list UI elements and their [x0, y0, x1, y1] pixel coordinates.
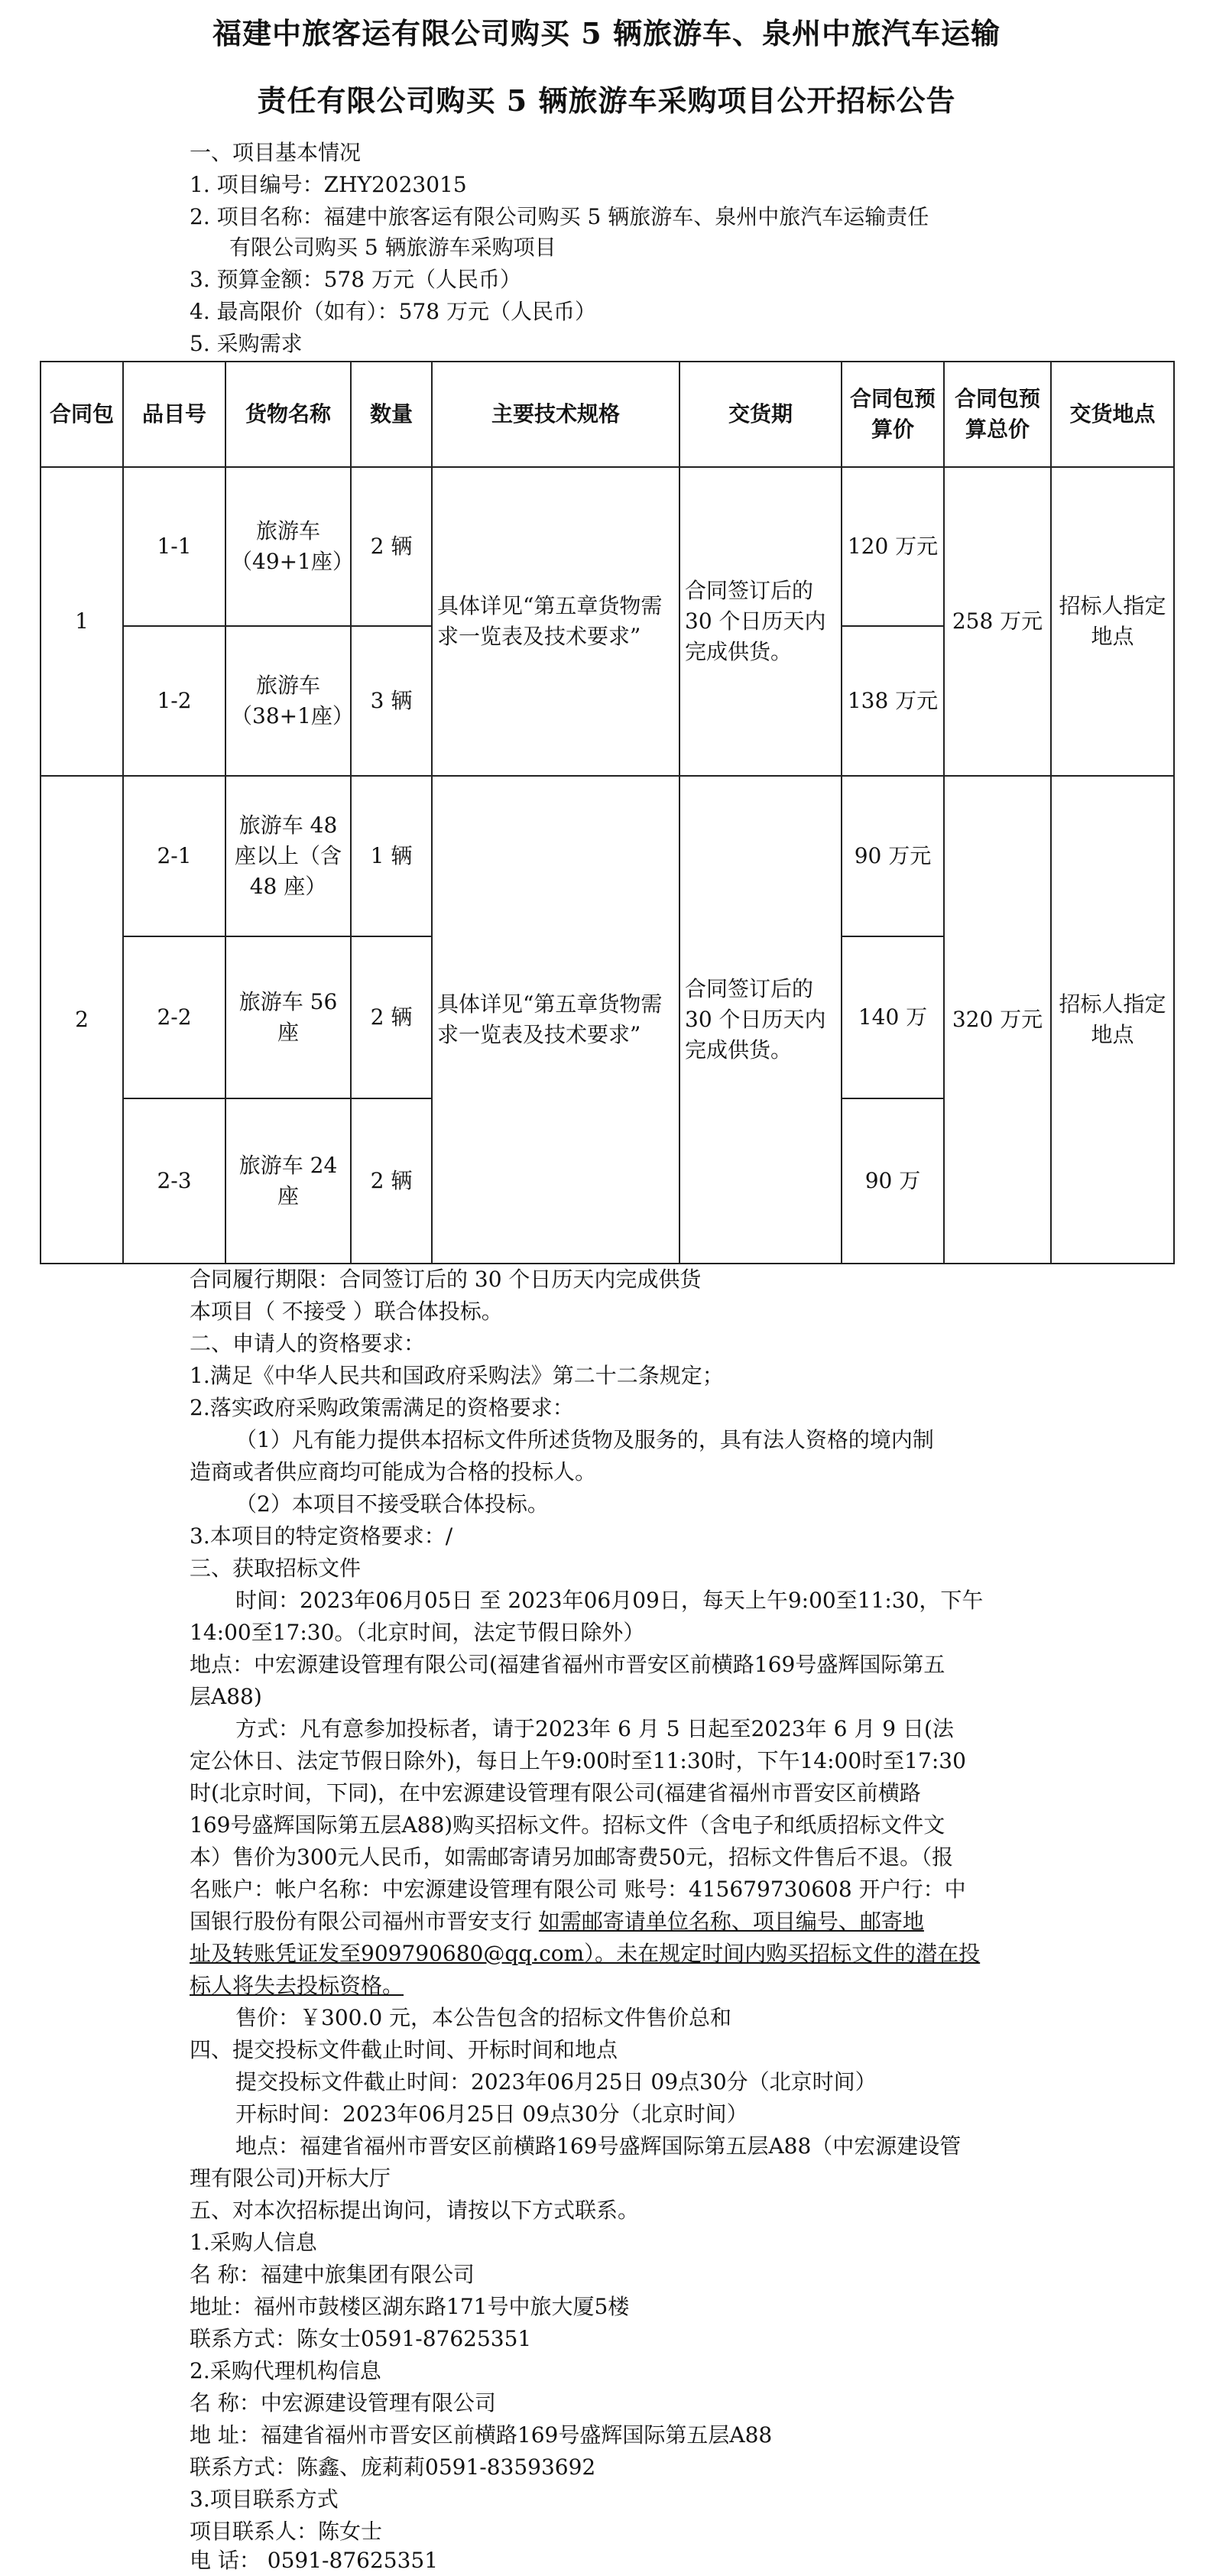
purchaser-heading: 1.采购人信息 [190, 2230, 317, 2255]
opening-time: 开标时间：2023年06月25日 09点30分（北京时间） [235, 2101, 748, 2127]
agency-name: 名 称：中宏源建设管理有限公司 [190, 2390, 496, 2415]
cell-package-budget: 90 万 [842, 1098, 944, 1264]
section1-heading: 一、项目基本情况 [190, 140, 362, 165]
cell-package-budget: 140 万 [842, 936, 944, 1098]
cell-package-total: 320 万元 [944, 776, 1051, 1264]
cell-quantity: 2 辆 [351, 936, 432, 1098]
th-goods-name: 货物名称 [225, 362, 351, 467]
submission-deadline: 提交投标文件截止时间：2023年06月25日 09点30分（北京时间） [235, 2069, 877, 2094]
document-price: 售价：￥300.0 元，本公告包含的招标文件售价总和 [235, 2005, 732, 2030]
procurement-table [40, 361, 1175, 1264]
opening-place-cont: 理有限公司)开标大厅 [190, 2166, 391, 2191]
project-contact-heading: 3.项目联系方式 [190, 2487, 339, 2512]
page-title-line2: 责任有限公司购买 5 辆旅游车采购项目公开招标公告 [257, 83, 956, 118]
qualification-1: 1.满足《中华人民共和国政府采购法》第二十二条规定； [190, 1363, 724, 1388]
obtain-time: 时间：2023年06月05日 至 2023年06月09日，每天上午9:00至11:30，下午 [235, 1588, 984, 1613]
project-number: 1. 项目编号：ZHY2023015 [190, 172, 467, 197]
cell-item-no: 1-1 [123, 467, 225, 626]
agency-address: 地 址：福建省福州市晋安区前横路169号盛辉国际第五层A88 [190, 2422, 773, 2448]
section2-heading: 二、申请人的资格要求： [190, 1331, 426, 1356]
obtain-method-5: 本）售价为300元人民币，如需邮寄请另加邮寄费50元，招标文件售后不退。（报 [190, 1844, 954, 1870]
project-phone: 电 话： 0591-87625351 [190, 2548, 439, 2573]
project-contact-person: 项目联系人：陈女士 [190, 2519, 383, 2544]
section3-heading: 三、获取招标文件 [190, 1556, 362, 1581]
cell-spec: 具体详见“第五章货物需求一览表及技术要求” [432, 776, 679, 1264]
cell-package-budget: 90 万元 [842, 776, 944, 936]
contract-period: 合同履行期限：合同签订后的 30 个日历天内完成供货 [190, 1267, 702, 1292]
opening-place: 地点：福建省福州市晋安区前横路169号盛辉国际第五层A88（中宏源建设管 [235, 2133, 962, 2159]
cell-goods-name: 旅游车（49+1座） [225, 467, 351, 626]
cell-quantity: 2 辆 [351, 467, 432, 626]
qualification-2: 2.落实政府采购政策需满足的资格要求： [190, 1395, 574, 1420]
budget-amount: 3. 预算金额：578 万元（人民币） [190, 267, 521, 292]
cell-delivery-place: 招标人指定地点 [1051, 467, 1174, 776]
cell-quantity: 2 辆 [351, 1098, 432, 1264]
cell-item-no: 2-1 [123, 776, 225, 936]
cell-package: 2 [41, 776, 123, 1264]
obtain-place: 地点：中宏源建设管理有限公司(福建省福州市晋安区前横路169号盛辉国际第五 [190, 1652, 945, 1677]
qualification-2a-cont: 造商或者供应商均可能成为合格的投标人。 [190, 1459, 597, 1484]
section5-heading: 五、对本次招标提出询问，请按以下方式联系。 [190, 2198, 640, 2223]
cell-goods-name: 旅游车 48 座以上（含 48 座） [225, 776, 351, 936]
obtain-place-cont: 层A88) [190, 1684, 262, 1709]
project-name-cont: 有限公司购买 5 辆旅游车采购项目 [229, 235, 556, 260]
cell-item-no: 2-2 [123, 936, 225, 1098]
section4-heading: 四、提交投标文件截止时间、开标时间和地点 [190, 2037, 618, 2062]
th-item-no: 品目号 [123, 362, 225, 467]
obtain-method-4: 169号盛辉国际第五层A88)购买招标文件。招标文件（含电子和纸质招标文件文 [190, 1812, 945, 1838]
th-package-budget: 合同包预算价 [842, 362, 944, 467]
cell-delivery: 合同签订后的 30 个日历天内完成供货。 [679, 776, 842, 1264]
cell-item-no: 1-2 [123, 626, 225, 776]
cell-delivery: 合同签订后的 30 个日历天内完成供货。 [679, 467, 842, 776]
agency-heading: 2.采购代理机构信息 [190, 2358, 381, 2383]
table-row [41, 467, 1174, 626]
obtain-method-2: 定公休日、法定节假日除外)，每日上午9:00时至11:30时，下午14:00时至17:30 [190, 1748, 966, 1773]
qualification-2b: （2）本项目不接受联合体投标。 [235, 1491, 549, 1517]
cell-delivery-place: 招标人指定地点 [1051, 776, 1174, 1264]
purchaser-address: 地址：福州市鼓楼区湖东路171号中旅大厦5楼 [190, 2294, 630, 2319]
th-quantity: 数量 [351, 362, 432, 467]
obtain-method-9: 标人将失去投标资格。 [190, 1973, 404, 1998]
cell-spec: 具体详见“第五章货物需求一览表及技术要求” [432, 467, 679, 776]
bank-name: 国银行股份有限公司福州市晋安支行 [190, 1909, 539, 1934]
cell-goods-name: 旅游车 56 座 [225, 936, 351, 1098]
cell-goods-name: 旅游车 24 座 [225, 1098, 351, 1264]
mailing-note: 如需邮寄请单位名称、项目编号、邮寄地 [538, 1909, 924, 1934]
obtain-time-cont: 14:00至17:30。（北京时间，法定节假日除外） [190, 1620, 645, 1645]
procurement-needs: 5. 采购需求 [190, 331, 303, 356]
qualification-3: 3.本项目的特定资格要求：/ [190, 1523, 453, 1549]
th-delivery: 交货期 [679, 362, 842, 467]
obtain-method-8: 址及转账凭证发至909790680@qq.com）。未在规定时间内购买招标文件的潜在投 [190, 1941, 981, 1966]
th-delivery-place: 交货地点 [1051, 362, 1174, 467]
max-price: 4. 最高限价（如有）：578 万元（人民币） [190, 299, 596, 324]
table-header-row [41, 362, 1174, 467]
qualification-2a: （1）凡有能力提供本招标文件所述货物及服务的，具有法人资格的境内制 [235, 1427, 934, 1452]
page-title-line1: 福建中旅客运有限公司购买 5 辆旅游车、泉州中旅汽车运输 [212, 16, 1001, 50]
obtain-method-3: 时(北京时间，下同)，在中宏源建设管理有限公司(福建省福州市晋安区前横路 [190, 1780, 921, 1805]
th-package-total: 合同包预算总价 [944, 362, 1051, 467]
agency-contact: 联系方式：陈鑫、庞莉莉0591-83593692 [190, 2454, 596, 2480]
cell-goods-name: 旅游车（38+1座） [225, 626, 351, 776]
cell-item-no: 2-3 [123, 1098, 225, 1264]
purchaser-name: 名 称：福建中旅集团有限公司 [190, 2262, 475, 2287]
cell-package: 1 [41, 467, 123, 776]
obtain-method-7 [190, 1906, 924, 1937]
cell-quantity: 1 辆 [351, 776, 432, 936]
project-name: 2. 项目名称：福建中旅客运有限公司购买 5 辆旅游车、泉州中旅汽车运输责任 [190, 204, 929, 229]
obtain-method-6: 名账户：帐户名称：中宏源建设管理有限公司 账号：415679730608 开户行：中 [190, 1877, 966, 1902]
cell-package-total: 258 万元 [944, 467, 1051, 776]
cell-package-budget: 138 万元 [842, 626, 944, 776]
cell-quantity: 3 辆 [351, 626, 432, 776]
consortium-note: 本项目（ 不接受 ）联合体投标。 [190, 1299, 503, 1324]
cell-package-budget: 120 万元 [842, 467, 944, 626]
table-row [41, 776, 1174, 936]
obtain-method: 方式：凡有意参加投标者，请于2023年 6 月 5 日起至2023年 6 月 9 日(法 [235, 1716, 954, 1741]
th-package: 合同包 [41, 362, 123, 467]
purchaser-contact: 联系方式：陈女士0591-87625351 [190, 2326, 532, 2351]
th-spec: 主要技术规格 [432, 362, 679, 467]
